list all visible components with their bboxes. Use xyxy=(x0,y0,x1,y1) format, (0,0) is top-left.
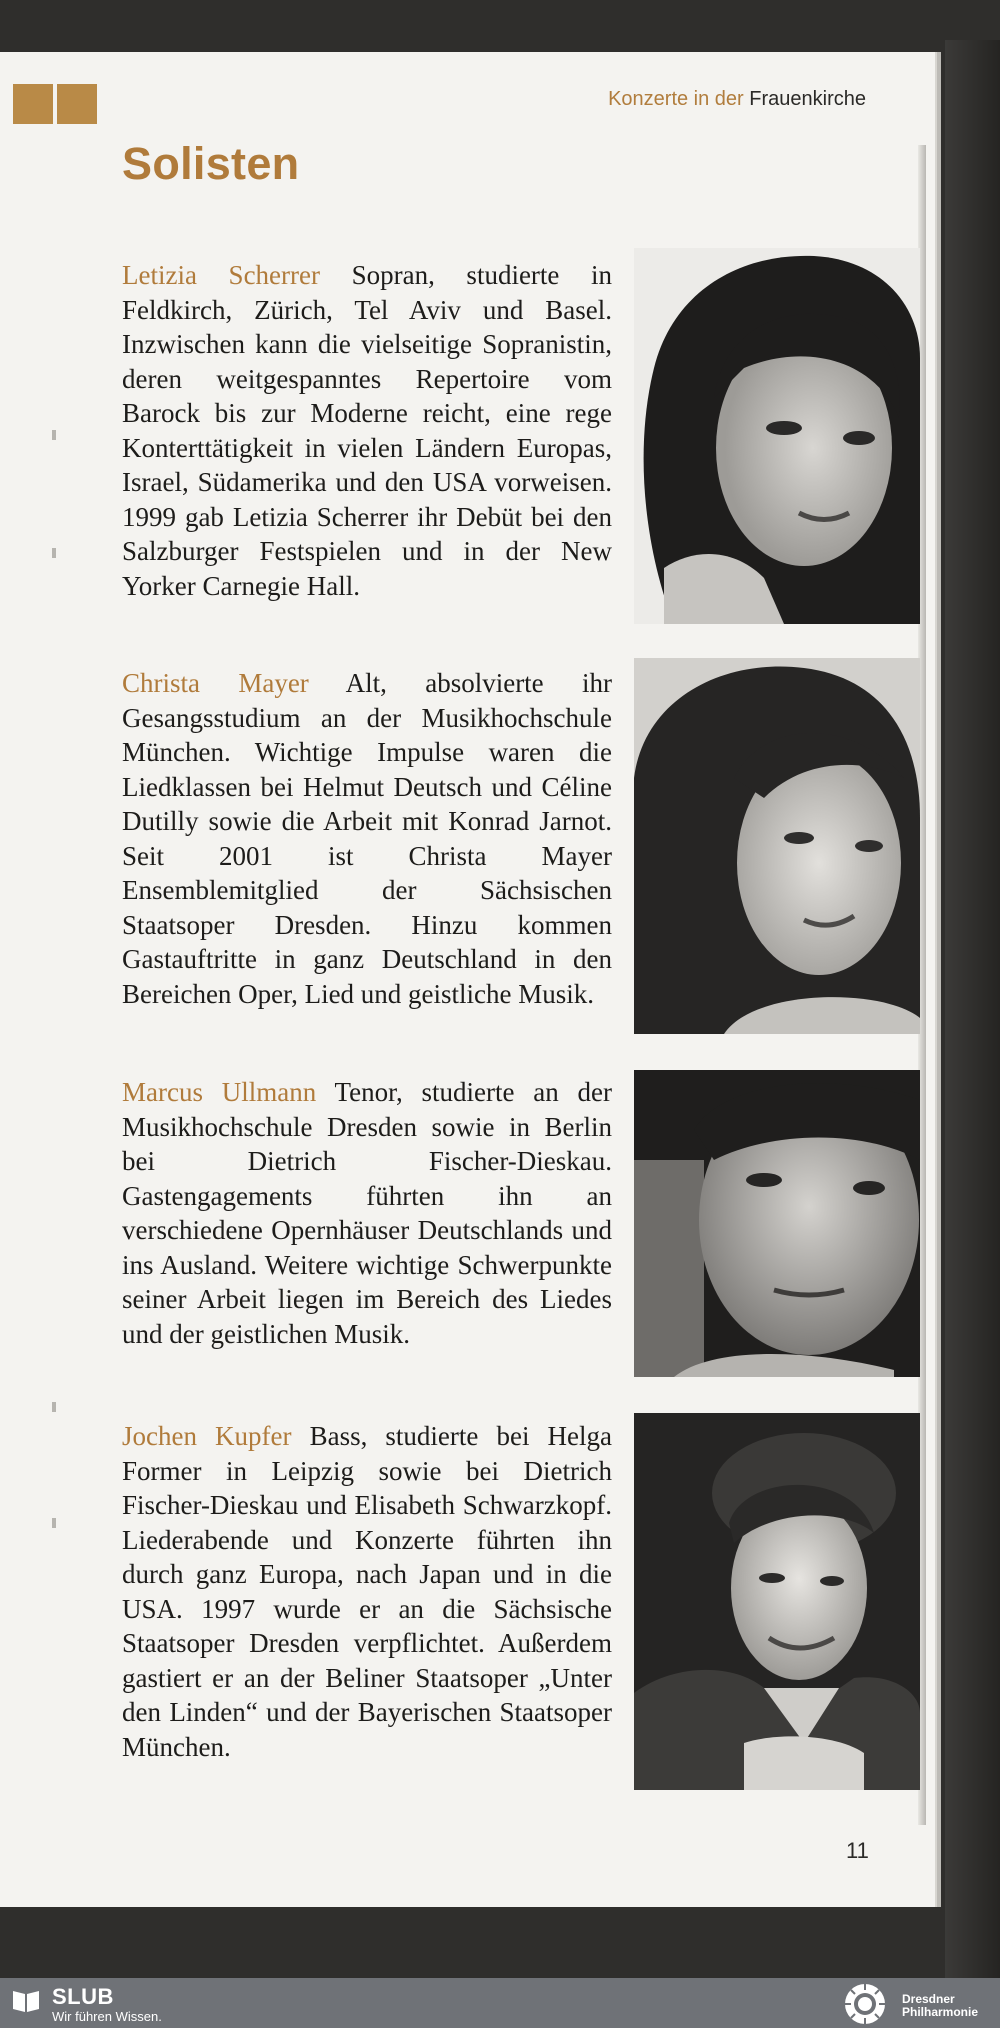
soloist-name: Jochen Kupfer xyxy=(122,1421,292,1451)
soloist-name: Christa Mayer xyxy=(122,668,309,698)
running-head-accent: Konzerte in der xyxy=(608,88,744,110)
portrait-photo-man-icon xyxy=(634,1070,920,1377)
scan-background xyxy=(945,40,1000,1980)
library-name[interactable]: SLUB xyxy=(52,1984,114,2009)
portrait-photo-woman-icon xyxy=(634,248,920,624)
scan-mark xyxy=(52,1518,56,1528)
soloist-name: Letizia Scherrer xyxy=(122,260,320,290)
soloist-name: Marcus Ullmann xyxy=(122,1077,317,1107)
orchestra-name[interactable] xyxy=(902,1993,978,2019)
library-tagline: Wir führen Wissen. xyxy=(52,2009,162,2024)
soloist-bio xyxy=(122,258,612,603)
soloist-bio xyxy=(122,1075,612,1351)
running-head xyxy=(608,88,866,111)
scan-mark xyxy=(52,430,56,440)
orchestra-name-line2: Philharmonie xyxy=(902,2005,979,2019)
soloist-text: Tenor, studierte an der Musikhochschule Dresden sowie in Berlin bei Dietrich Fischer-Dieskau. Gastengagements führten ihn an verschiedene Opernhäuser Deutschlands und ins Ausland. Weitere wichtige Schwerpunkte seiner Arbeit liegen im Bereich des Liedes und der geistlichen Musik. xyxy=(122,1077,612,1349)
soloist-text: Alt, absolvierte ihr Gesangsstudium an der Musikhochschule München. Wichtige Impulse waren die Liedklassen bei Helmut Deutsch und Céline Dutilly sowie die Arbeit mit Konrad Jarnot. Seit 2001 ist Christa Mayer Ensemblemitglied der Sächsischen Staatsoper Dresden. Hinzu kommen Gastauftritte in ganz Deutschland in den Bereichen Oper, Lied und geistliche Musik. xyxy=(122,668,612,1009)
soloist-bio xyxy=(122,666,612,1011)
soloist-bio xyxy=(122,1419,612,1764)
orchestra-name-line1: Dresdner xyxy=(902,1992,955,2006)
page-number: 11 xyxy=(846,1838,869,1863)
portrait-photo-woman-curly-icon xyxy=(634,658,920,1034)
soloist-text: Sopran, studierte in Feldkirch, Zürich, Tel Aviv und Basel. Inzwischen kann die vielseitige Sopranistin, deren weitgespanntes Repertoire vom Barock bis zur Moderne reicht, eine rege Konterttätigkeit in vielen Ländern Europas, Israel, Südamerika und den USA vorweisen. 1999 gab Letizia Scherrer ihr Debüt bei den Salzburger Festspielen und in der New Yorker Carnegie Hall. xyxy=(122,260,613,601)
brand-blocks-icon xyxy=(13,84,97,124)
portrait-photo-man-curly-icon xyxy=(634,1413,920,1790)
open-book-icon xyxy=(11,1985,41,2015)
soloist-text: Bass, studierte bei Helga Former in Leipzig sowie bei Dietrich Fischer-Dieskau und Elisabeth Schwarzkopf. Liederabende und Konzerte führten ihn durch ganz Europa, nach Japan und in die USA. 1997 wurde er an die Sächsische Staatsoper Dresden verpflichtet. Außerdem gastiert er an der Beliner Staatsoper „Unter den Linden“ und der Bayerischen Staatsoper München. xyxy=(122,1421,612,1762)
scan-mark xyxy=(52,548,56,558)
orchestra-logo-icon xyxy=(843,1982,887,2026)
running-head-rest: Frauenkirche xyxy=(749,88,866,110)
scan-mark xyxy=(52,1402,56,1412)
page-title: Solisten xyxy=(122,138,300,189)
